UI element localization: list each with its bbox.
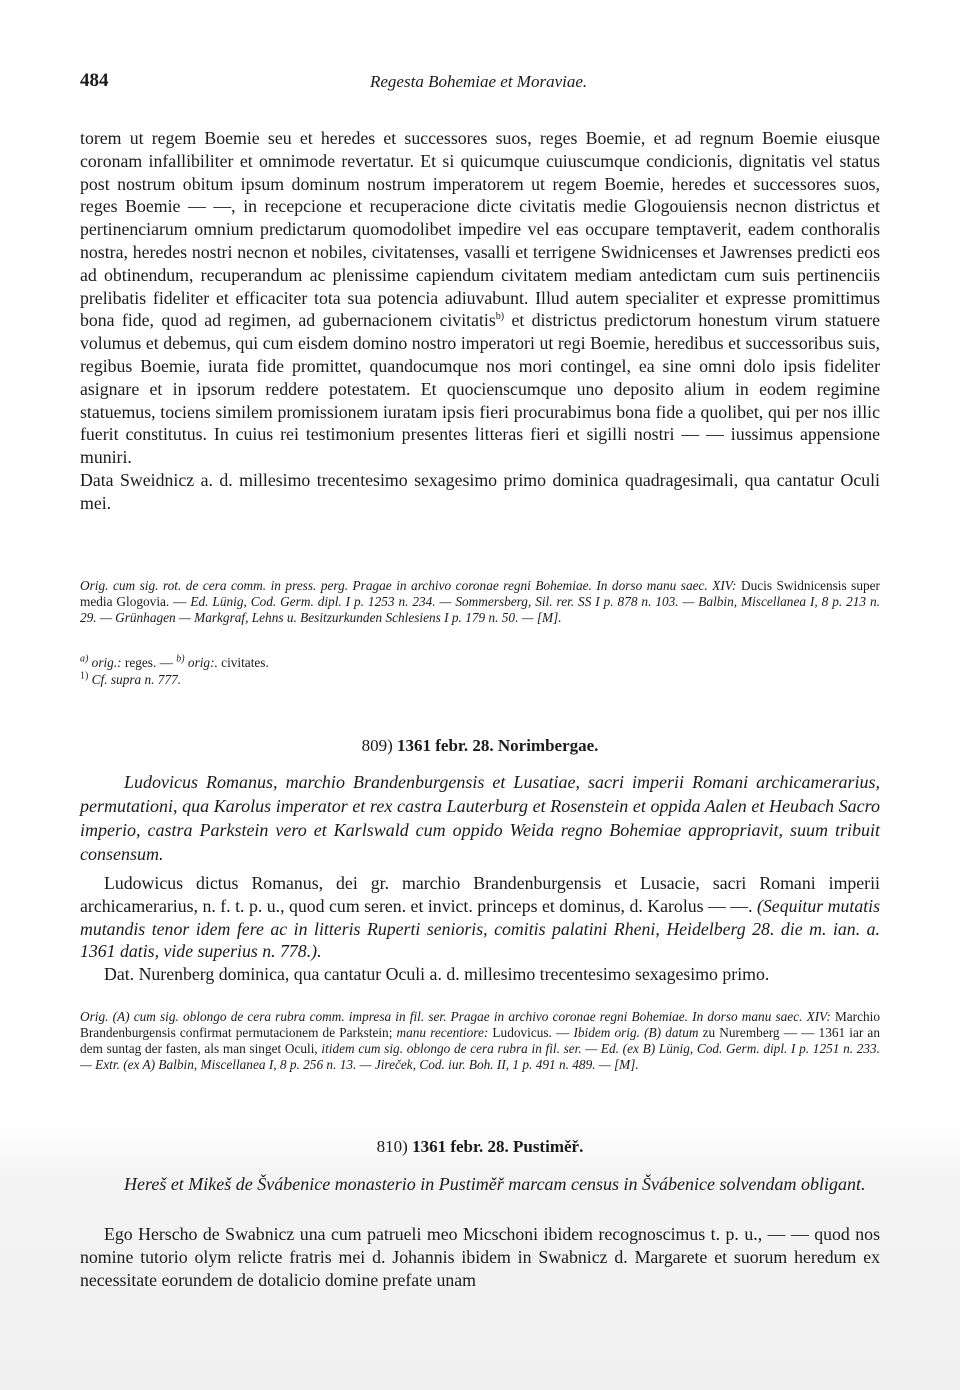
doc809-regest — [80, 770, 880, 866]
notes-roman: Ludovicus. — — [488, 1025, 574, 1040]
notes-italic: Ibidem orig. (B) datum — [573, 1025, 699, 1040]
notes-italic: itidem cum sig. oblongo de cera rubra in fil. ser. — Ed. (ex B) Lünig, Cod. Germ. dipl. I p. 1251 n. 233. — Extr. (ex A) Balbin, Miscellanea I, 8 p. 256 n. 13. — Jireček, Cod. iur. Boh. II, 1 p. 491 n. 489. — [M]. — [80, 1041, 880, 1072]
doc808-footnotes — [80, 654, 880, 688]
footnote-1-text: Cf. supra n. 777. — [88, 672, 182, 687]
notes-roman: zu Nuremberg — — 1361 iar an dem suntag der fasten, als man singet Oculi, — [80, 1025, 880, 1056]
doc809-body-text: Ludowicus dictus Romanus, dei gr. marchio Brandenburgensis et Lusacie, sacri Romani imperii archicamerarius, n. f. t. p. u., quod cum seren. et invict. princeps et dominus, d. Karolus — —. — [80, 873, 880, 916]
notes-italic: Ed. Lünig, Cod. Germ. dipl. I p. 1253 n. 234. — Sommersberg, Sil. rer. SS I p. 878 n. 103. — Balbin, Miscellanea I, 8 p. 213 n. 29. — Grünhagen — Markgraf, Lehns u. Besitzurkunden Schlesiens I p. 179 n. 50. — [M]. — [80, 594, 880, 625]
footnote-a-text: reges. — — [121, 655, 177, 670]
doc809-dating: Dat. Nurenberg dominica, qua cantatur Oculi a. d. millesimo trecentesimo sexagesimo primo. — [104, 964, 770, 985]
doc809-date-place: 1361 febr. 28. Norimbergae. — [396, 736, 599, 755]
doc809-regest-text: Ludovicus Romanus, marchio Brandenburgensis et Lusatiae, sacri imperii Romani archicamerarius, permutationi, qua Karolus imperator et rex castra Lauterburg et Rosenstein et oppida Aalen et Heubach Sacro imperio, castra Parkstein vero et Karlswald cum oppido Weida regno Bohemiae appropriavit, suum tribuit consensum. — [80, 772, 880, 864]
page-number: 484 — [80, 70, 109, 91]
footnote-a-mark: a) — [80, 653, 89, 665]
doc810-date-place: 1361 febr. 28. Pustiměř. — [412, 1137, 584, 1156]
footnote-b-mark: b) — [176, 653, 185, 665]
notes-italic: Orig. (A) cum sig. oblongo de cera rubra comm. impresa in fil. ser. Pragae in archivo coronae regni Bohemiae. In dorso manu saec. XIV: — [80, 1009, 831, 1024]
doc810-body-text: Ego Herscho de Swabnicz una cum patrueli meo Micschoni ibidem recognoscimus t. p. u., — — quod nos nomine tutorio olym relicte fratris mei d. Johannis ibidem in Swabnicz d. Margarete et suorum heredum ex necessitate eorundem de dotalicio domine prefate unam — [80, 1224, 880, 1290]
footnote-b-text: civitates. — [217, 655, 269, 670]
notes-italic: Orig. cum sig. rot. de cera comm. in press. perg. Pragae in archivo coronae regni Bohemiae. In dorso manu saec. XIV: — [80, 578, 737, 593]
doc809-body-italic: (Sequitur mutatis mutandis tenor idem fere ac in litteris Ruperti senioris, comitis palatini Rheni, Heidelberg 28. die m. ian. a. 1361 datis, vide superius n. 778.). — [80, 895, 881, 962]
doc809-notes — [80, 1009, 880, 1073]
page-header — [80, 70, 880, 98]
footnote-a-italic: orig.: — [88, 655, 122, 670]
doc810-body — [80, 1223, 880, 1291]
doc810-regest — [80, 1172, 880, 1196]
notes-roman: Marchio Brandenburgensis confirmat permutacionem de Parkstein; — [80, 1009, 880, 1040]
doc810-number: 810) — [376, 1137, 408, 1156]
footnote-b-italic: orig:. — [184, 655, 218, 670]
doc808-body-text: torem ut regem Boemie seu et heredes et successores suos, reges Boemie, et ad regnum Boemie eiusque coronam infallibiliter et omnimode revertatur. Et si quicumque cuiuscumque condicionis, dignitatis vel status post nostrum obitum ipsum dominum nostrum imperatorem ut regem Boemie, heredes et successores suos, reges Boemie — —, in recepcione et recuperacione dicte civitatis medie Glogouiensis necnon districtus et pertinenciarum omnium predictarum quomodolibet impedire vel eas occupare temptaverit, eadem conthoralis nostra, heredes nostri necnon et nobiles, civitatenses, vasalli et terrigene Swidnicenses et Jawrenses predicti eos ad obtinendum, recuperandum ac plenissime capiendum civitatem mediam antedictam cum suis pertinenciis prelibatis fideliter et efficaciter tota sua potencia adiuvabunt. Illud autem specialiter et expresse promittimus bona fide, quod ad regimen, ad gubernacionem civitatis — [80, 128, 880, 331]
notes-italic: manu recentiore: — [396, 1025, 489, 1040]
doc808-body-rest: et districtus predictorum honestum virum statuere volumus et debemus, qui cum eisdem domino nostro imperatori ut regi Boemie, heredibus et successoribus suis, regibus Boemie, iurata fide promittet, quandocumque nos mori contingel, ea sine omni dolo ipsis fideliter asignare et in ipsorum reddere potestatem. Et quocienscumque uno deposito alium in eodem regimine statuemus, tociens similem promissionem iuratam ipsis fieri procurabimus bona fide a quolibet, qui per nos illic fuerit constitutus. In cuius rei testimonium presentes litteras fieri et sigilli nostri — — iussimus appensione muniri. — [80, 310, 880, 468]
doc809-body — [80, 872, 880, 986]
doc810-regest-text: Hereš et Mikeš de Švábenice monasterio in Pustiměř marcam census in Švábenice solvendam obligant. — [124, 1174, 866, 1194]
doc808-notes — [80, 578, 880, 626]
doc810-heading — [80, 1137, 880, 1157]
doc809-number: 809) — [361, 736, 393, 755]
footnote-1-mark: 1) — [80, 670, 89, 682]
doc809-heading — [80, 736, 880, 756]
footnote-mark: b) — [495, 311, 505, 323]
doc808-dating: Data Sweidnicz a. d. millesimo trecentesimo sexagesimo primo dominica quadragesimali, qua cantatur Oculi mei. — [80, 469, 880, 513]
notes-roman: Ducis Swidnicensis super media Glogovia. — — [80, 578, 880, 609]
doc808-body — [80, 127, 880, 515]
running-title: Regesta Bohemiae et Moraviae. — [370, 72, 588, 91]
